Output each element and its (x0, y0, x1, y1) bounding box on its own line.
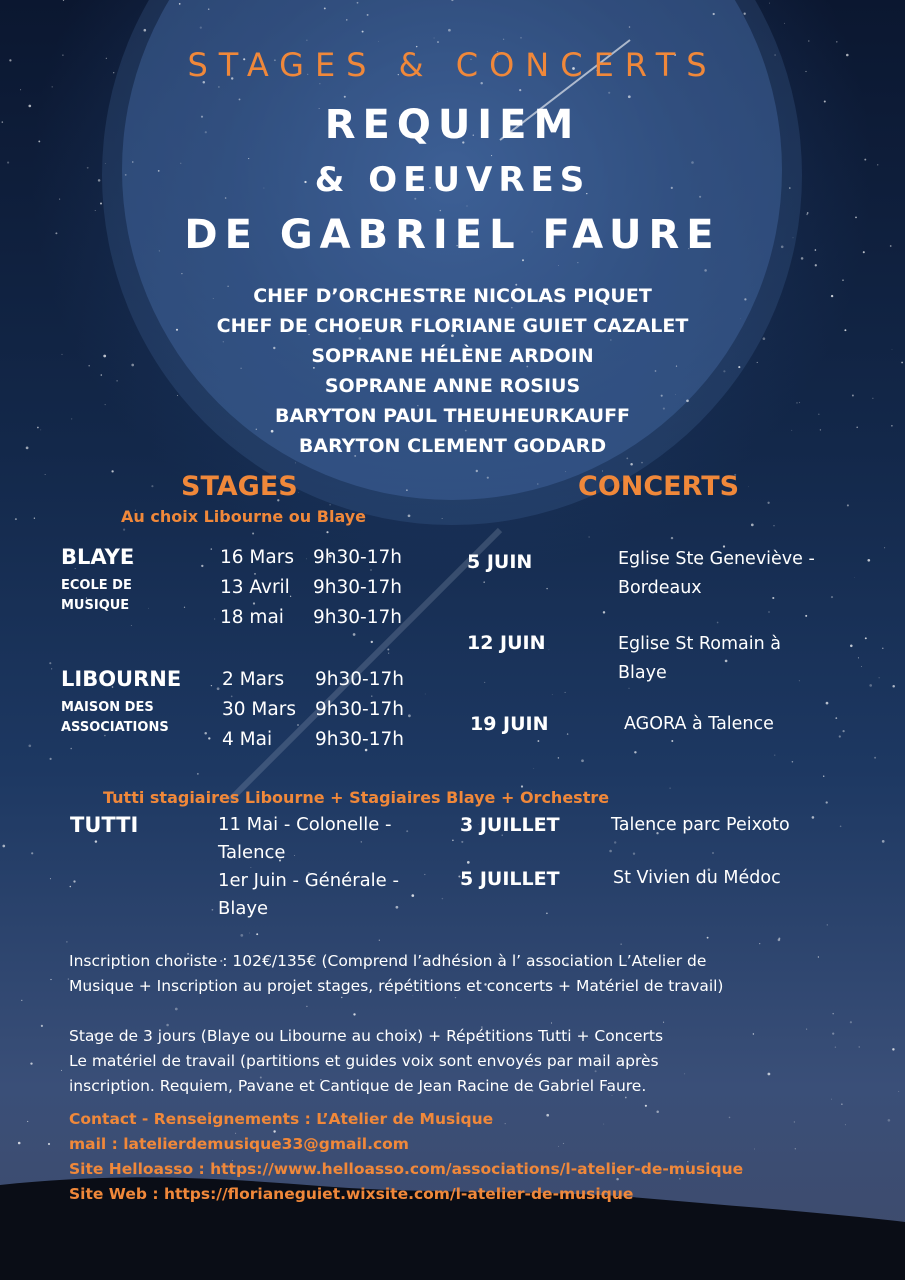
stage-line: inscription. Requiem, Pavane et Cantique de Jean Racine de Gabriel Faure. (69, 1077, 647, 1095)
title-line-3: DE GABRIEL FAURE (184, 212, 721, 258)
concert-place-line: Eglise Ste Geneviève - (618, 549, 815, 569)
blaye-dates (220, 543, 402, 633)
date-row (220, 543, 402, 573)
poster-eyebrow: STAGES & CONCERTS (187, 46, 718, 84)
stage-line: Le matériel de travail (partitions et guides voix sont envoyés par mail après (69, 1052, 659, 1070)
date-row (220, 573, 402, 603)
inscription-line: Inscription choriste : 102€/135€ (Comprend l’adhésion à l’ association L’Atelier de (69, 952, 707, 970)
libourne-venue (61, 698, 169, 738)
tutti-line: Talence (218, 842, 286, 863)
blaye-venue (61, 576, 132, 616)
concert-place: St Vivien du Médoc (613, 868, 781, 888)
blaye-venue-line: ECOLE DE (61, 578, 132, 593)
concert-place-line: Blaye (618, 663, 667, 683)
concert-date: 19 JUIN (470, 713, 549, 735)
date-time: 9h30-17h (313, 547, 402, 568)
concert-date: 5 JUILLET (460, 868, 560, 890)
credit-item: BARYTON CLEMENT GODARD (298, 435, 607, 457)
tutti-dates (218, 811, 438, 923)
tutti-line: 11 Mai - Colonelle - (218, 814, 392, 835)
date-day: 4 Mai (222, 729, 273, 750)
tutti-title: TUTTI (70, 813, 139, 837)
credit-item: CHEF D’ORCHESTRE NICOLAS PIQUET (253, 285, 652, 307)
date-time: 9h30-17h (315, 669, 404, 690)
date-day: 2 Mars (222, 669, 285, 690)
date-time: 9h30-17h (315, 729, 404, 750)
concert-place (618, 630, 858, 688)
libourne-dates (222, 665, 404, 755)
concert-date: 5 JUIN (467, 551, 533, 573)
date-day: 18 mai (220, 607, 284, 628)
date-time: 9h30-17h (315, 699, 404, 720)
credit-item: SOPRANE ANNE ROSIUS (324, 375, 581, 397)
tutti-heading: Tutti stagiaires Libourne + Stagiaires Blaye + Orchestre (103, 788, 610, 807)
date-day: 13 Avril (220, 577, 290, 598)
contact-block (69, 1107, 743, 1207)
concert-place: AGORA à Talence (624, 714, 774, 734)
date-row (220, 603, 402, 633)
concerts-heading: CONCERTS (578, 471, 740, 502)
stages-subheading: Au choix Libourne ou Blaye (121, 507, 367, 526)
libourne-venue-line: ASSOCIATIONS (61, 720, 169, 735)
contact-email-link[interactable]: mail : latelierdemusique33@gmail.com (69, 1135, 409, 1153)
inscription-paragraph (69, 949, 849, 999)
concert-date: 12 JUIN (467, 632, 546, 654)
concert-place-line: Eglise St Romain à (618, 634, 781, 654)
stage-paragraph (69, 1024, 849, 1099)
date-row (222, 725, 404, 755)
concert-place (618, 545, 858, 603)
credits-list (0, 281, 905, 461)
libourne-venue-line: MAISON DES (61, 700, 154, 715)
credit-item: BARYTON PAUL THEUHEURKAUFF (274, 405, 631, 427)
date-time: 9h30-17h (313, 577, 402, 598)
contact-title: Contact - Renseignements : L’Atelier de Musique (69, 1110, 494, 1128)
concert-place-line: Bordeaux (618, 578, 702, 598)
helloasso-link[interactable]: Site Helloasso : https://www.helloasso.com/associations/l-atelier-de-musique (69, 1160, 744, 1178)
concert-place: Talence parc Peixoto (611, 815, 790, 835)
concert-date: 3 JUILLET (460, 814, 560, 836)
blaye-title: BLAYE (61, 545, 135, 569)
title-line-1: REQUIEM (324, 102, 581, 148)
title-line-2: & OEUVRES (314, 160, 591, 200)
date-row (222, 665, 404, 695)
tutti-line: Blaye (218, 898, 269, 919)
stage-line: Stage de 3 jours (Blaye ou Libourne au choix) + Répétitions Tutti + Concerts (69, 1027, 664, 1045)
credit-item: SOPRANE HÉLÈNE ARDOIN (311, 345, 594, 367)
credit-item: CHEF DE CHOEUR FLORIANE GUIET CAZALET (216, 315, 689, 337)
libourne-title: LIBOURNE (61, 667, 182, 691)
tutti-line: 1er Juin - Générale - (218, 870, 399, 891)
date-time: 9h30-17h (313, 607, 402, 628)
date-day: 16 Mars (220, 547, 294, 568)
blaye-venue-line: MUSIQUE (61, 598, 130, 613)
stages-heading: STAGES (181, 471, 298, 502)
website-link[interactable]: Site Web : https://florianeguiet.wixsite.com/l-atelier-de-musique (69, 1185, 634, 1203)
date-row (222, 695, 404, 725)
date-day: 30 Mars (222, 699, 296, 720)
inscription-line: Musique + Inscription au projet stages, répétitions et concerts + Matériel de travail) (69, 977, 724, 995)
